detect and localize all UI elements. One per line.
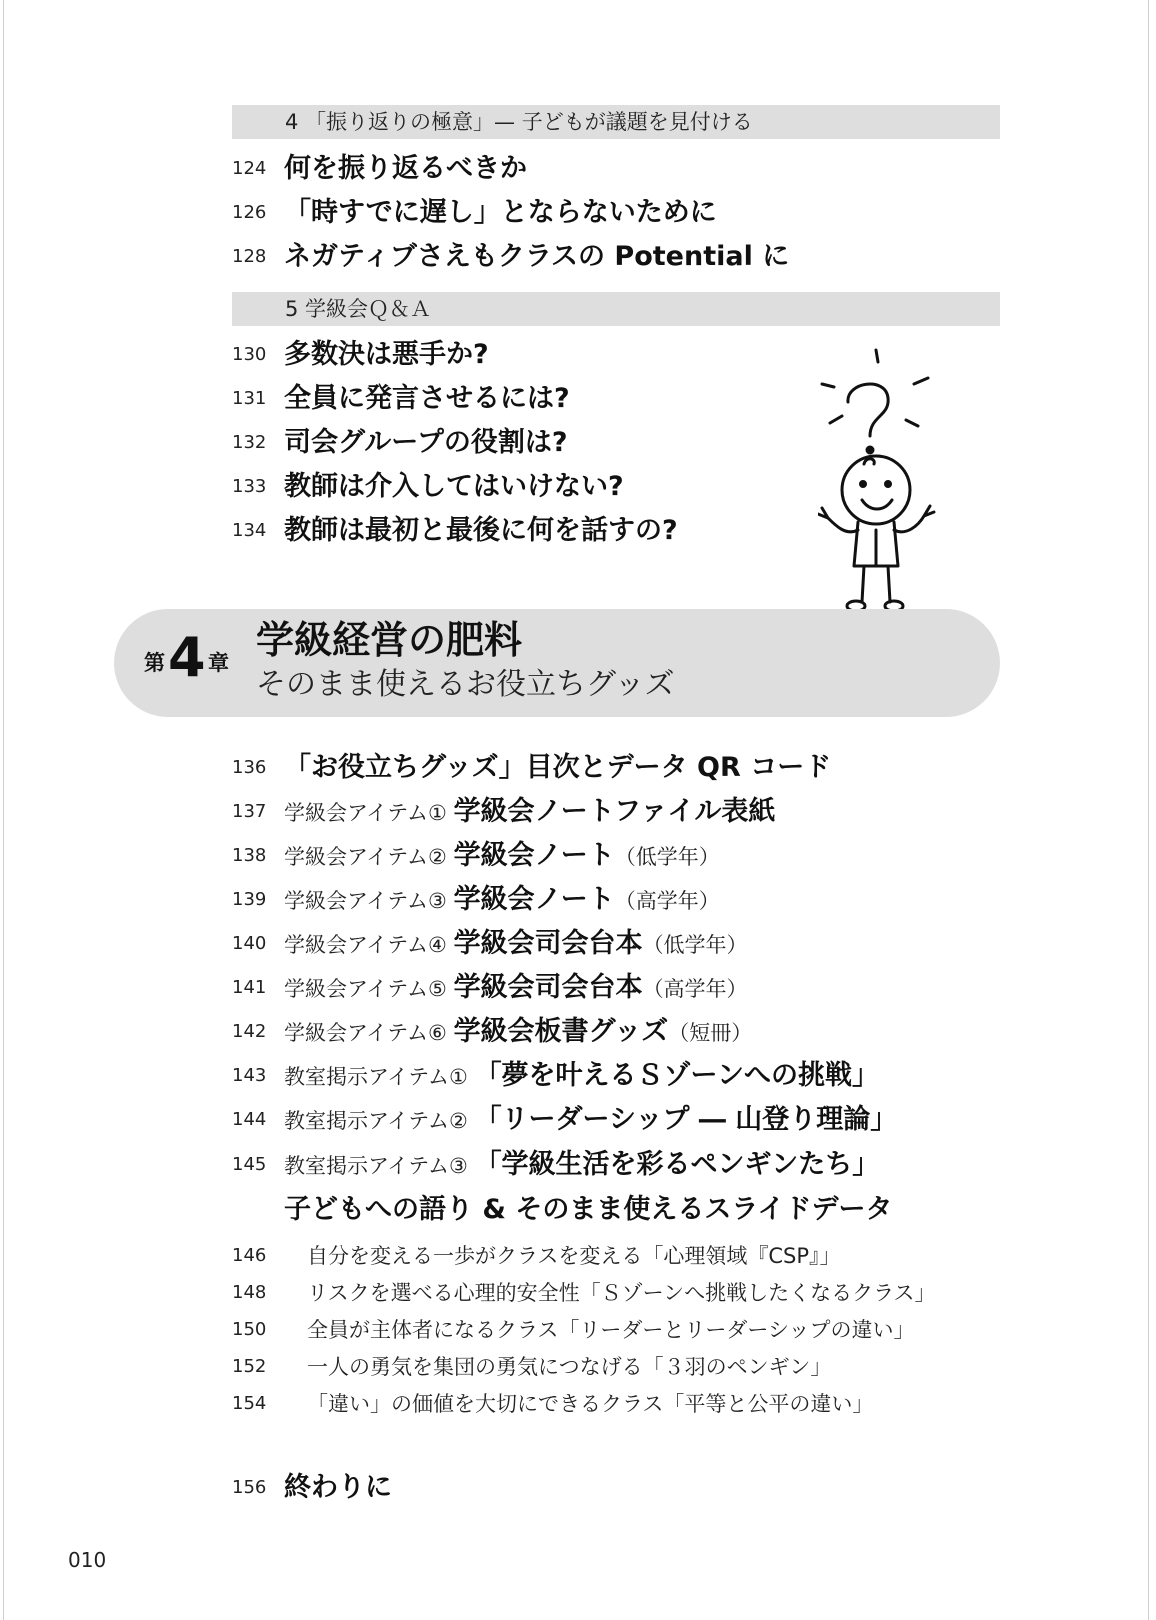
page-number: 137 xyxy=(232,801,267,822)
chapter-subtitle: そのまま使えるお役立ちグッズ xyxy=(256,667,675,702)
chapter-sho: 章 xyxy=(208,651,229,675)
page-number: 132 xyxy=(232,432,267,453)
section-5-heading: 5 学級会Ｑ＆Ａ xyxy=(285,297,432,321)
page-number: 145 xyxy=(232,1154,267,1175)
entry-title: 終わりに xyxy=(284,1472,392,1503)
page-number: 150 xyxy=(232,1319,267,1340)
entry-title: 学級会アイテム② 学級会ノート（低学年） xyxy=(284,840,720,871)
page-number: 148 xyxy=(232,1282,267,1303)
section-4-heading: 4 「振り返りの極意」— 子どもが議題を見付ける xyxy=(285,110,753,134)
entry-title: 全員に発言させるには? xyxy=(284,383,570,414)
entry-title: 一人の勇気を集団の勇気につなげる「３羽のペンギン」 xyxy=(307,1355,832,1379)
entry-title: 学級会アイテム⑤ 学級会司会台本（高学年） xyxy=(284,972,748,1003)
entry-title: ネガティブさえもクラスの Potential に xyxy=(284,241,790,272)
entry-title: リスクを選べる心理的安全性「Ｓゾーンへ挑戦したくなるクラス」 xyxy=(307,1281,936,1305)
entry-title: 教師は介入してはいけない? xyxy=(284,471,624,502)
page-number: 131 xyxy=(232,388,267,409)
page-number: 136 xyxy=(232,757,267,778)
page-number: 124 xyxy=(232,158,267,179)
entry-title: 学級会アイテム③ 学級会ノート（高学年） xyxy=(284,884,720,915)
entry-title: 教室掲示アイテム① 「夢を叶えるＳゾーンへの挑戦」 xyxy=(284,1060,880,1091)
entry-title: 学級会アイテム① 学級会ノートファイル表紙 xyxy=(284,796,776,827)
chapter-number: 4 xyxy=(168,626,206,689)
entry-title: 教室掲示アイテム② 「リーダーシップ ― 山登り理論」 xyxy=(284,1104,898,1135)
entry-title: 何を振り返るべきか xyxy=(284,153,527,184)
page-number: 141 xyxy=(232,977,267,998)
page-number: 130 xyxy=(232,344,267,365)
entry-title: 学級会アイテム④ 学級会司会台本（低学年） xyxy=(284,928,748,959)
page-number: 144 xyxy=(232,1109,267,1130)
entry-title: 教師は最初と最後に何を話すの? xyxy=(284,515,678,546)
entry-title: 「時すでに遅し」とならないために xyxy=(284,197,717,228)
page-number: 156 xyxy=(232,1477,267,1498)
page-number: 133 xyxy=(232,476,267,497)
entry-title: 多数決は悪手か? xyxy=(284,339,489,370)
entry-title: 自分を変える一歩がクラスを変える「心理領域『CSP』」 xyxy=(307,1244,841,1268)
page-number: 138 xyxy=(232,845,267,866)
page-number: 152 xyxy=(232,1356,267,1377)
page-number: 134 xyxy=(232,520,267,541)
folio-page-number: 010 xyxy=(68,1548,107,1572)
page-number: 154 xyxy=(232,1393,267,1414)
page-number: 126 xyxy=(232,202,267,223)
page-number: 142 xyxy=(232,1021,267,1042)
chapter-title: 学級経営の肥料 xyxy=(256,618,523,662)
entry-title: 教室掲示アイテム③ 「学級生活を彩るペンギンたち」 xyxy=(284,1149,880,1180)
chapter-dai: 第 xyxy=(144,651,165,675)
entry-title: 全員が主体者になるクラス「リーダーとリーダーシップの違い」 xyxy=(307,1318,915,1342)
page-number: 139 xyxy=(232,889,267,910)
kid-question-illustration xyxy=(818,340,968,620)
entry-title: 学級会アイテム⑥ 学級会板書グッズ（短冊） xyxy=(284,1016,753,1047)
entry-title: 司会グループの役割は? xyxy=(284,427,568,458)
entry-title: 「お役立ちグッズ」目次とデータ QR コード xyxy=(284,752,832,783)
page-number: 128 xyxy=(232,246,267,267)
slides-heading: 子どもへの語り & そのまま使えるスライドデータ xyxy=(284,1194,893,1225)
chapter-band xyxy=(114,609,1000,717)
page-number: 140 xyxy=(232,933,267,954)
page-number: 143 xyxy=(232,1065,267,1086)
page-number: 146 xyxy=(232,1245,267,1266)
entry-title: 「違い」の価値を大切にできるクラス「平等と公平の違い」 xyxy=(307,1392,874,1416)
